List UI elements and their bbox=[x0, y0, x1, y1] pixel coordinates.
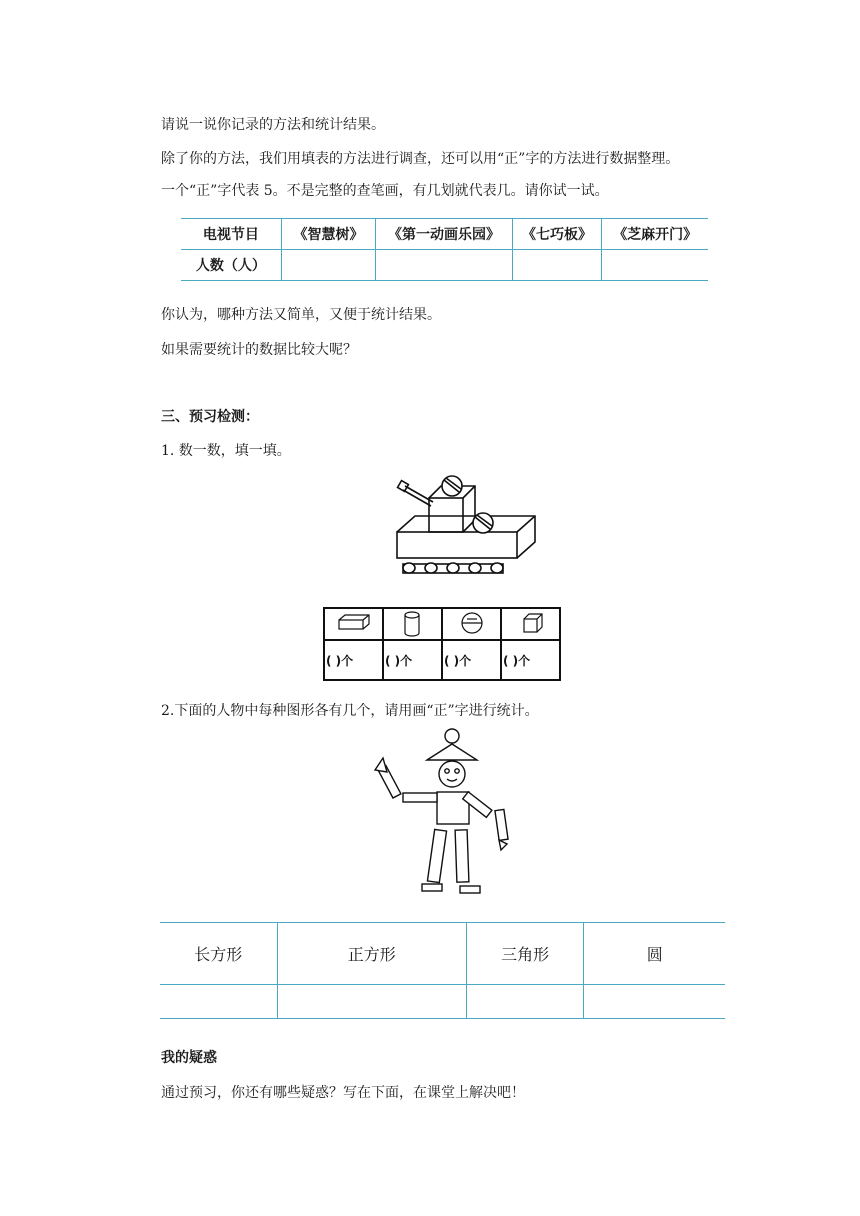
table-row bbox=[160, 985, 725, 1019]
sphere-icon bbox=[462, 613, 482, 633]
table-row-label: 人数（人） bbox=[181, 250, 281, 281]
shape-person-figure bbox=[365, 726, 520, 901]
table-header-cell: 圆 bbox=[584, 923, 725, 985]
table-header-cell: 正方形 bbox=[277, 923, 466, 985]
count-cell[interactable]: ( )个 bbox=[385, 654, 413, 668]
table-cell[interactable] bbox=[277, 985, 466, 1019]
shape-tally-table bbox=[160, 922, 725, 1019]
cylinder-icon bbox=[405, 612, 419, 636]
table-header-cell: 《七巧板》 bbox=[512, 219, 602, 250]
table-row bbox=[160, 923, 725, 985]
shape-count-table bbox=[322, 606, 562, 682]
doubts-text: 通过预习，你还有哪些疑惑？写在下面，在课堂上解决吧！ bbox=[161, 1085, 525, 1101]
table-header-cell: 《智慧树》 bbox=[281, 219, 376, 250]
count-cell[interactable]: ( )个 bbox=[503, 654, 531, 668]
question-1: 你认为，哪种方法又简单，又便于统计结果。 bbox=[161, 307, 441, 323]
table-row bbox=[181, 219, 708, 250]
table-cell[interactable] bbox=[466, 985, 584, 1019]
table-cell[interactable] bbox=[602, 250, 708, 281]
table-cell[interactable] bbox=[584, 985, 725, 1019]
item-2-text: 2.下面的人物中每种图形各有几个，请用画“正”字进行统计。 bbox=[161, 703, 539, 719]
table-header-cell: 长方形 bbox=[160, 923, 277, 985]
table-cell[interactable] bbox=[376, 250, 512, 281]
cube-icon bbox=[524, 614, 542, 632]
intro-line-1: 请说一说你记录的方法和统计结果。 bbox=[161, 117, 385, 133]
table-row bbox=[181, 250, 708, 281]
table-cell[interactable] bbox=[281, 250, 376, 281]
doubts-title: 我的疑惑 bbox=[161, 1050, 217, 1066]
intro-line-3: 一个“正”字代表 5。不是完整的查笔画，有几划就代表几。请你试一试。 bbox=[161, 183, 609, 199]
section-3-title: 三、预习检测： bbox=[161, 409, 259, 425]
table-cell[interactable] bbox=[512, 250, 602, 281]
item-1-text: 1. 数一数，填一填。 bbox=[161, 443, 291, 459]
table-header-cell: 三角形 bbox=[466, 923, 584, 985]
question-2: 如果需要统计的数据比较大呢？ bbox=[161, 342, 357, 358]
count-cell[interactable]: ( )个 bbox=[326, 654, 354, 668]
table-header-cell: 《芝麻开门》 bbox=[602, 219, 708, 250]
count-cell[interactable]: ( )个 bbox=[444, 654, 472, 668]
table-header-cell: 电视节目 bbox=[181, 219, 281, 250]
table-cell[interactable] bbox=[160, 985, 277, 1019]
table-header-cell: 《第一动画乐园》 bbox=[376, 219, 512, 250]
cuboid-icon bbox=[339, 615, 369, 629]
intro-line-2: 除了你的方法，我们用填表的方法进行调查，还可以用“正”字的方法进行数据整理。 bbox=[161, 151, 680, 167]
tv-program-table bbox=[181, 218, 708, 281]
tank-figure bbox=[385, 468, 570, 580]
